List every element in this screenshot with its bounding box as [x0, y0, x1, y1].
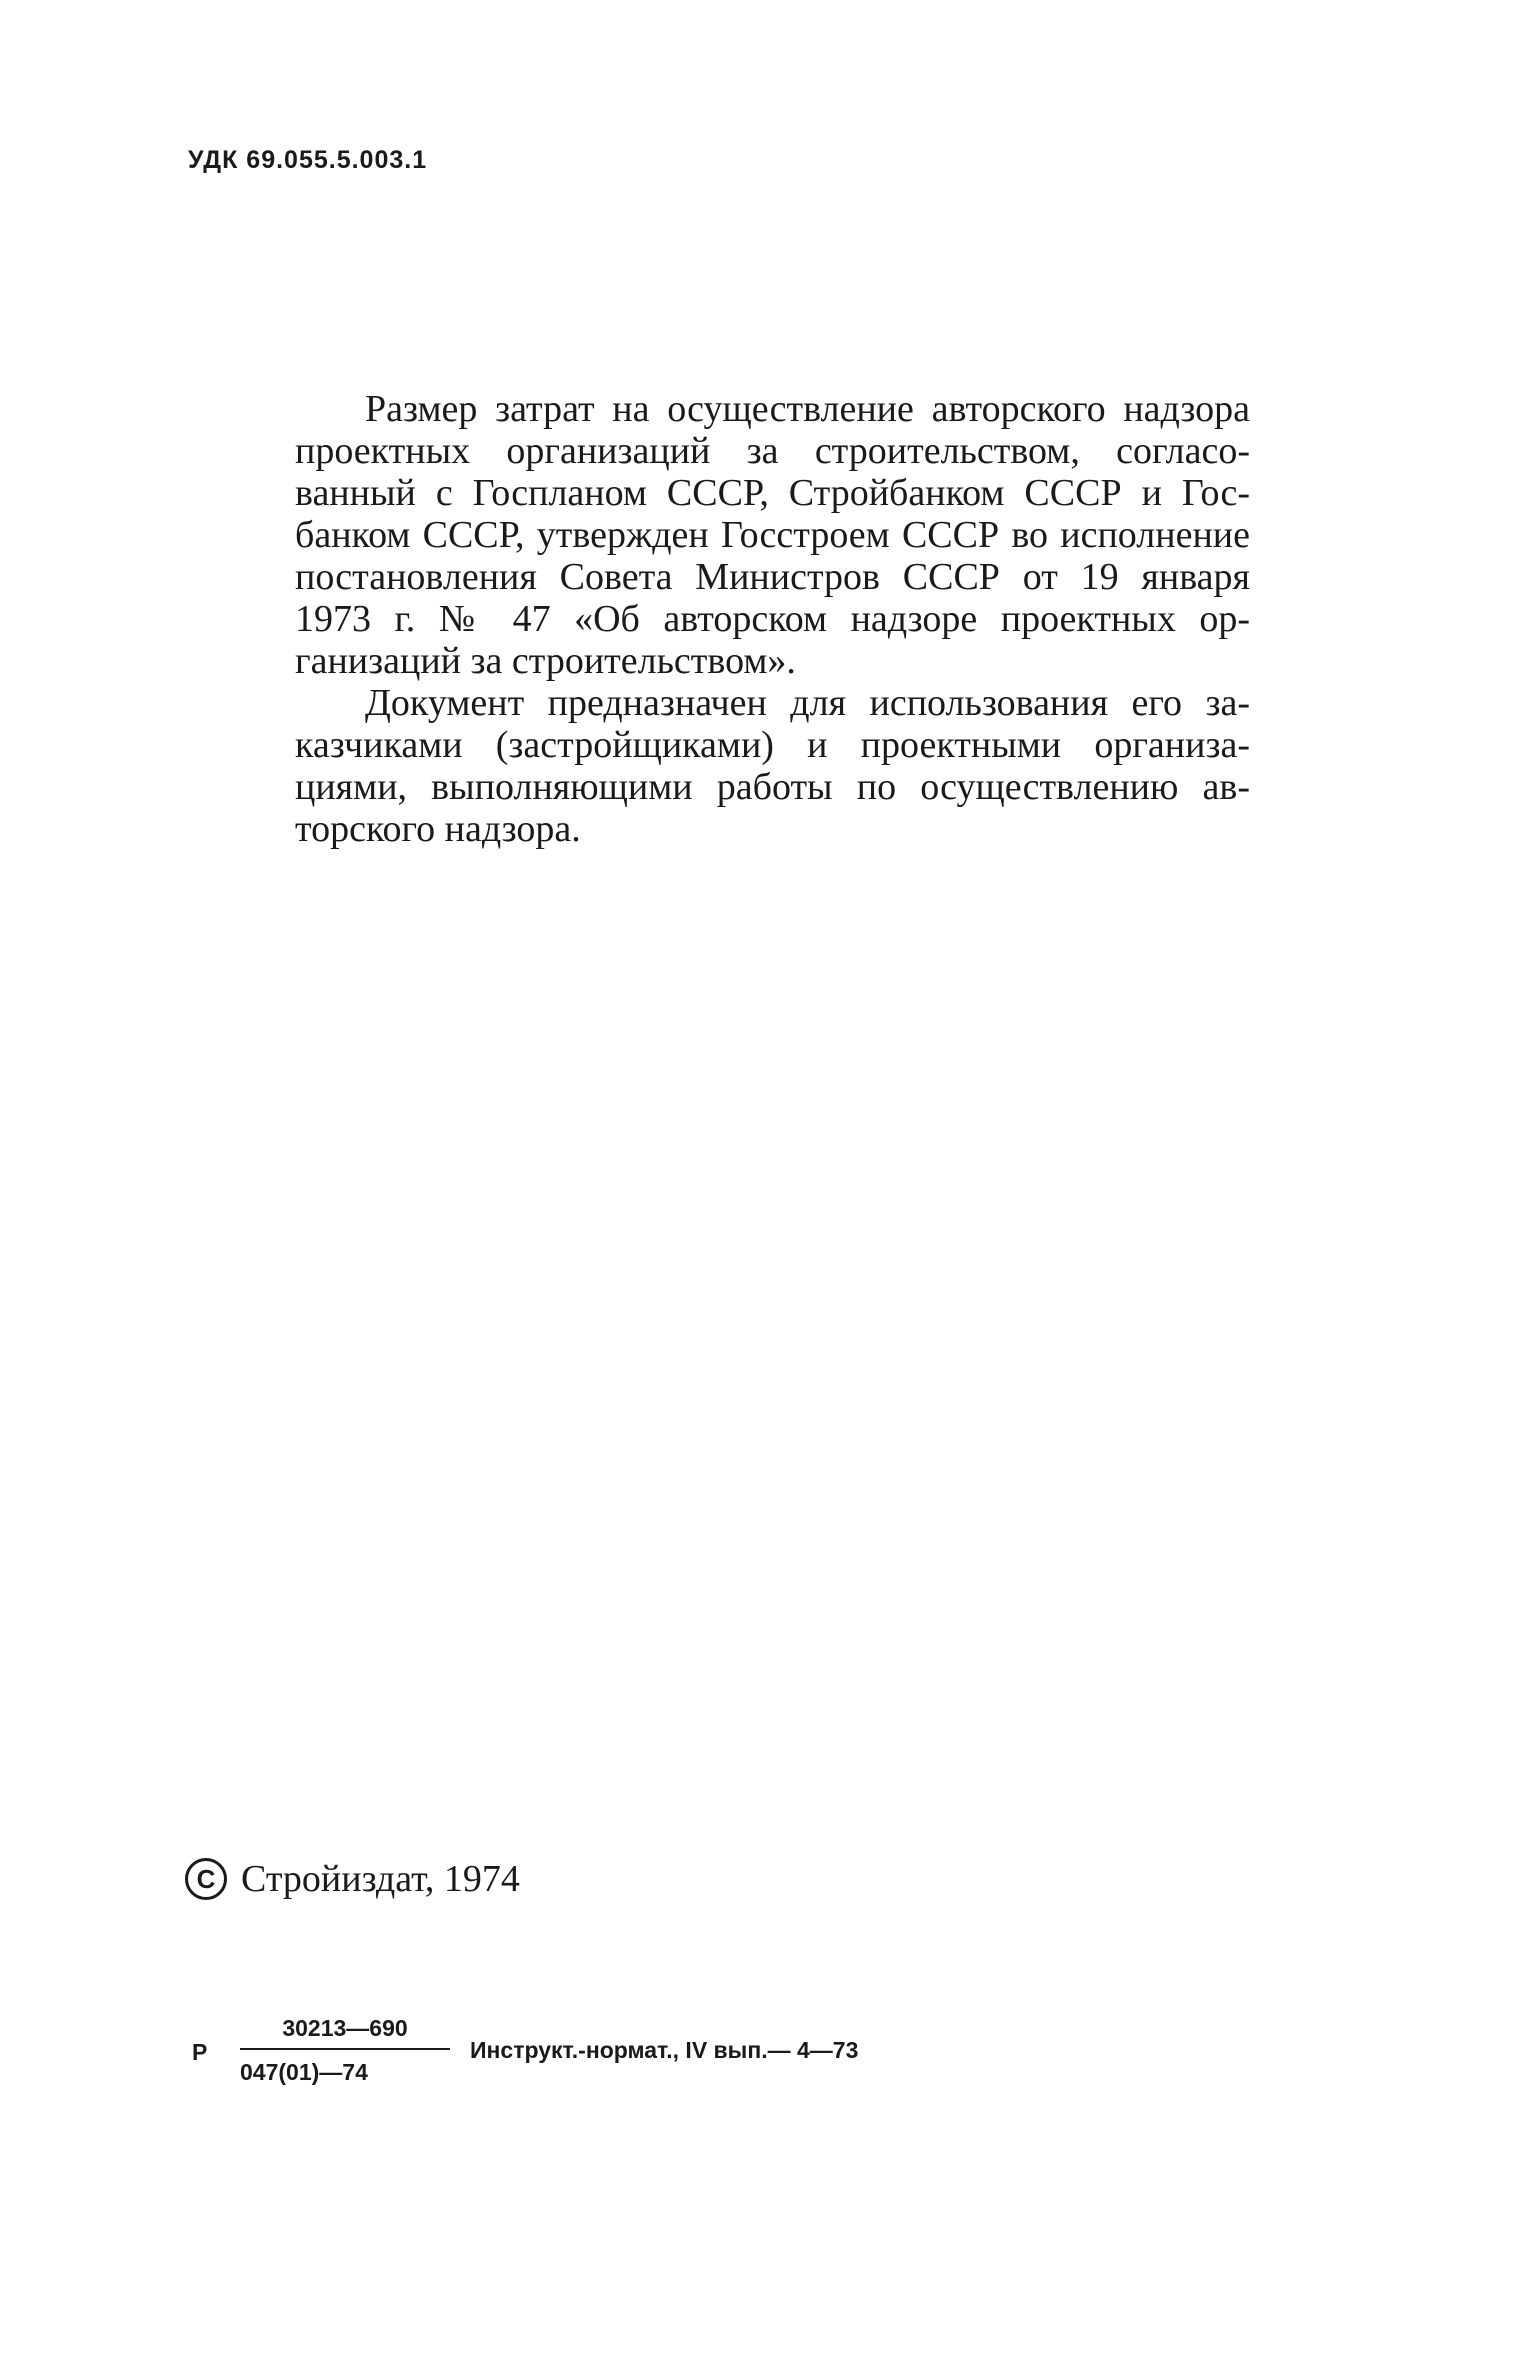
copyright-line — [185, 1858, 520, 1900]
copyright-text: Стройиздат, 1974 — [241, 1858, 520, 1900]
abstract-paragraph-2: Документ предназначен для использования его заказчиками (застройщиками) и проектными организациями, выполняющими работы по осуществлению авторского надзора. — [295, 682, 1250, 850]
abstract-paragraph-1: Размер затрат на осуществление авторского надзора проектных организаций за строительством, согласованный с Госпланом СССР, Стройбанком СССР и Госбанком СССР, утвержден Госстроем СССР во исполнение постановления Совета Министров СССР от 19 января 1973 г. № 47 «Об авторском надзоре проектных организаций за строительством». — [295, 388, 1250, 682]
abstract — [295, 388, 1250, 850]
index-letter: Р — [192, 2039, 208, 2065]
index-numerator: 30213—690 — [282, 2015, 408, 2041]
index-description: Инструкт.-нормат., IV вып.— 4—73 — [470, 2037, 859, 2063]
copyright-icon: C — [185, 1858, 227, 1900]
index-denominator: 047(01)—74 — [240, 2059, 368, 2085]
index-fraction — [240, 2012, 450, 2088]
udk-code: УДК 69.055.5.003.1 — [188, 146, 428, 174]
fraction-bar — [240, 2048, 450, 2050]
